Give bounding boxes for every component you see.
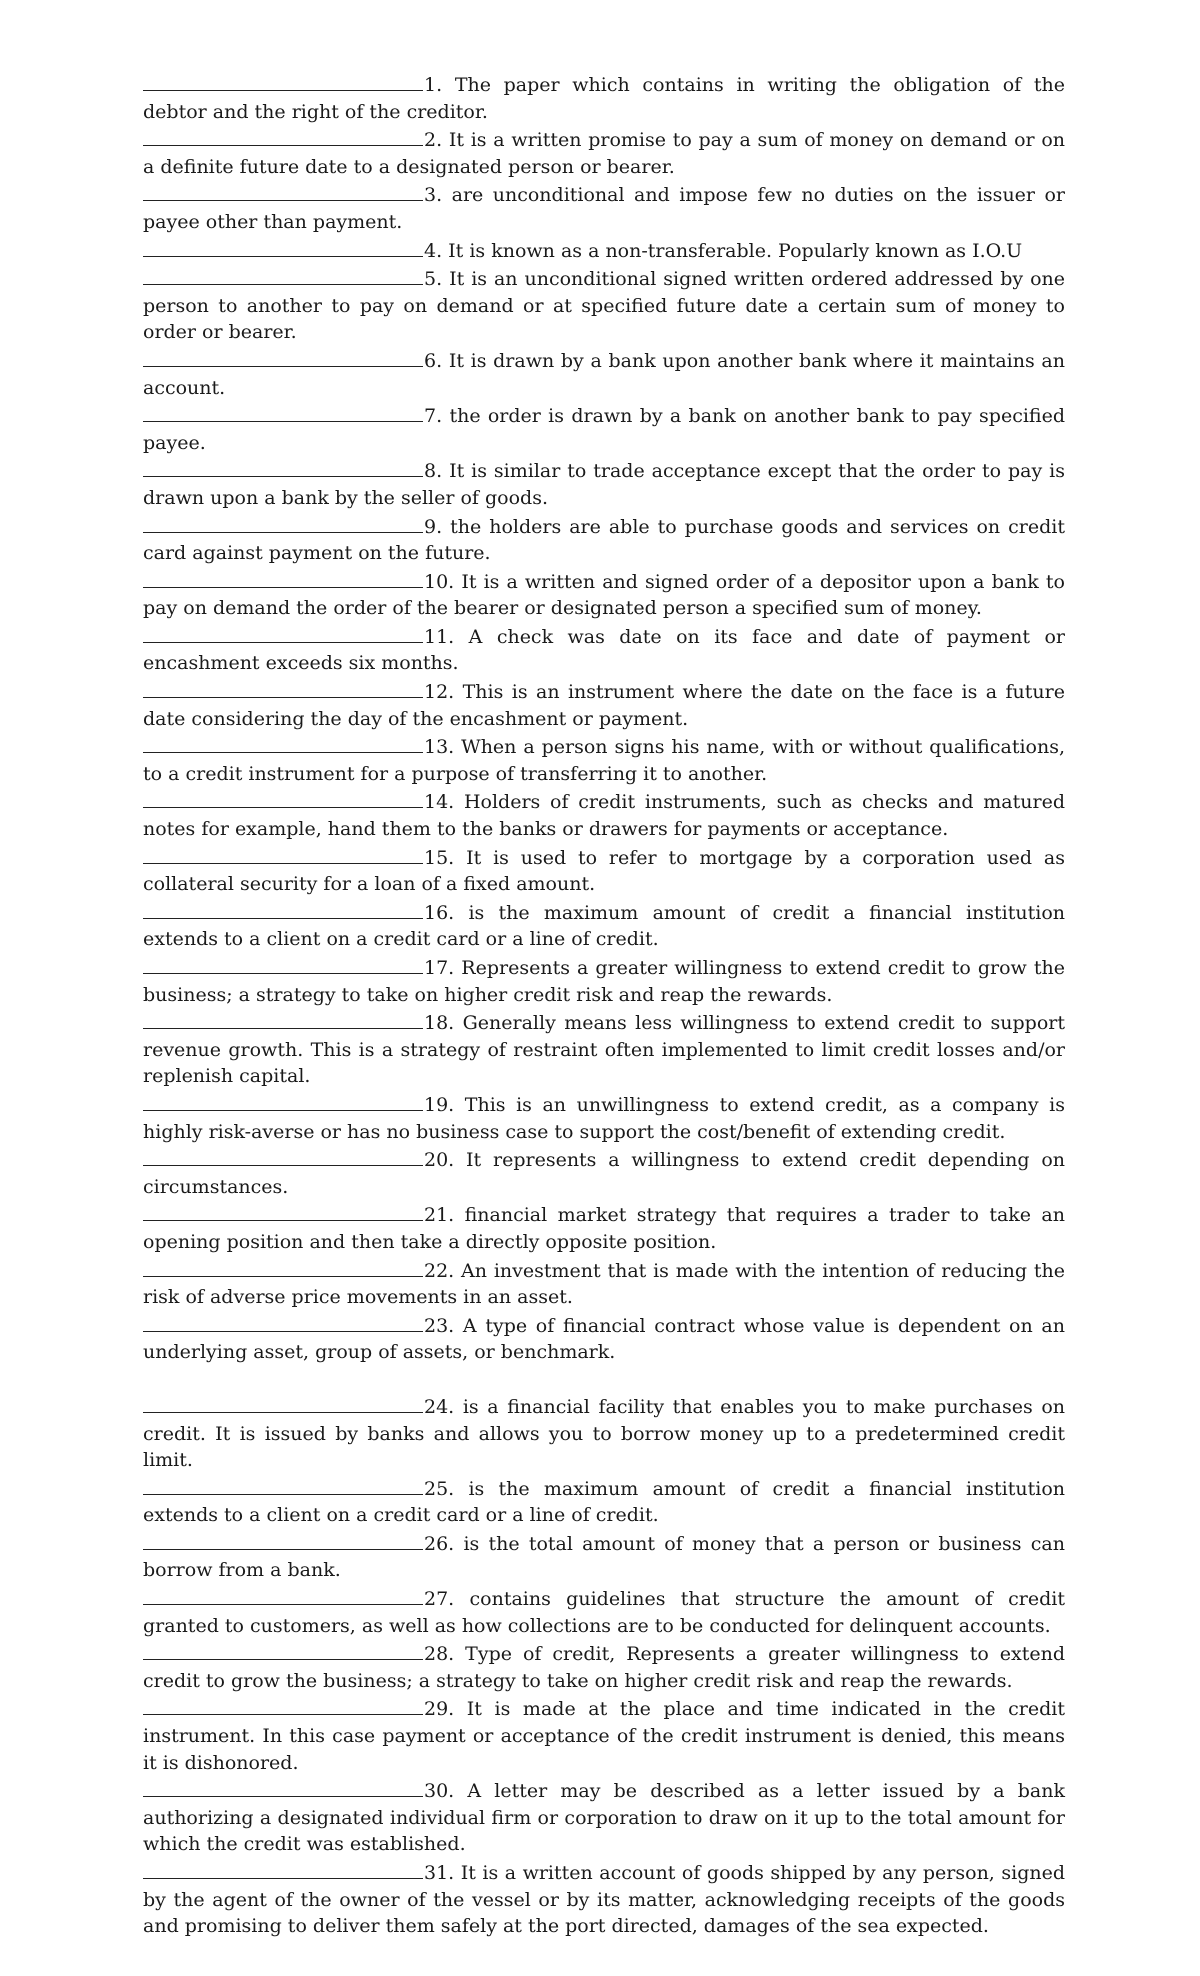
answer-blank[interactable] [143,732,423,753]
question-text: This is an unwillingness to extend credit, as a company is highly risk-averse or has no business case to support the cost/benefit of extending credit. [143,1093,1065,1143]
answer-blank[interactable] [143,70,423,91]
question-number: 4. [424,239,443,262]
question-text: is a financial facility that enables you to make purchases on credit. It is issued by banks and allows you to borrow money up to a predetermined credit limit. [143,1395,1065,1472]
question-number: 14. [424,791,455,814]
question-text: When a person signs his name, with or without qualifications, to a credit instrument for a purpose of transferring it to another. [143,736,1065,785]
question-item [143,953,1065,1008]
question-number: 19. [424,1093,455,1116]
question-item [143,1008,1065,1090]
answer-blank[interactable] [143,1529,423,1550]
question-number: 29. [424,1698,455,1721]
question-number: 26. [424,1532,455,1555]
answer-blank[interactable] [143,898,423,919]
question-item [143,264,1065,346]
question-text: Generally means less willingness to extend credit to support revenue growth. This is a strategy of restraint often implemented to limit credit losses and/or replenish capital. [143,1012,1065,1088]
question-item [143,1311,1065,1366]
worksheet-page [143,70,1065,1940]
question-text: A letter may be described as a letter issued by a bank authorizing a designated individual firm or corporation to draw on it up to the total amount for which the credit was established. [143,1780,1065,1856]
question-number: 11. [424,625,455,648]
question-text: It is a written and signed order of a depositor upon a bank to pay on demand the order of the bearer or designated person a specified sum of money. [143,570,1065,620]
question-number: 6. [424,349,443,372]
answer-blank[interactable] [143,677,423,698]
question-number: 9. [424,515,443,538]
answer-blank[interactable] [143,346,423,367]
question-number: 24. [424,1395,455,1418]
answer-blank[interactable] [143,1090,423,1111]
question-number: 12. [424,681,455,704]
question-text: It is made at the place and time indicated in the credit instrument. In this case payment or acceptance of the credit instrument is denied, this means it is dishonored. [143,1698,1065,1774]
question-item [143,125,1065,180]
question-item [143,677,1065,732]
question-item [143,236,1065,265]
question-number: 21. [424,1204,455,1227]
answer-blank[interactable] [143,787,423,808]
answer-blank[interactable] [143,1256,423,1277]
answer-blank[interactable] [143,1639,423,1660]
question-item [143,1529,1065,1584]
question-number: 5. [424,268,443,291]
answer-blank[interactable] [143,264,423,285]
answer-blank[interactable] [143,180,423,201]
question-text: It is similar to trade acceptance except that the order to pay is drawn upon a bank by the seller of goods. [143,460,1065,509]
question-number: 15. [424,846,455,869]
question-item [143,512,1065,567]
question-number: 8. [424,460,443,483]
question-text: It is a written account of goods shipped by any person, signed by the agent of the owner of the vessel or by its matter, acknowledging receipts of the goods and promising to deliver them safely at the port directed, damages of the sea expected. [143,1862,1065,1938]
question-text: is the maximum amount of credit a financial institution extends to a client on a credit card or a line of credit. [143,901,1065,951]
question-text: Holders of credit instruments, such as checks and matured notes for example, hand them to the banks or drawers for payments or acceptance. [143,791,1065,841]
question-item [143,1584,1065,1639]
question-text: It is drawn by a bank upon another bank where it maintains an account. [143,349,1065,399]
question-number: 1. [424,74,443,96]
question-item [143,401,1065,456]
question-text: financial market strategy that requires a trader to take an opening position and then take a directly opposite position. [143,1204,1065,1253]
question-number: 25. [424,1477,455,1500]
question-text: contains guidelines that structure the amount of credit granted to customers, as well as how collections are to be conducted for delinquent accounts. [143,1588,1065,1637]
question-item [143,180,1065,235]
question-number: 28. [424,1643,455,1666]
question-item [143,1145,1065,1200]
question-number: 31. [424,1862,455,1884]
question-text: the holders are able to purchase goods and services on credit card against payment on the future. [143,515,1065,565]
answer-blank[interactable] [143,1858,423,1879]
answer-blank[interactable] [143,456,423,477]
answer-blank[interactable] [143,1584,423,1605]
question-text: It represents a willingness to extend credit depending on circumstances. [143,1149,1065,1198]
question-text: It is an unconditional signed written ordered addressed by one person to another to pay on demand or at specified future date a certain sum of money to order or bearer. [143,268,1065,344]
question-number: 22. [424,1259,455,1282]
question-text: Represents a greater willingness to extend credit to grow the business; a strategy to take on higher credit risk and reap the rewards. [143,957,1065,1006]
question-item [143,1090,1065,1145]
question-item [143,898,1065,953]
question-item [143,1200,1065,1255]
question-text: An investment that is made with the intention of reducing the risk of adverse price movements in an asset. [143,1259,1065,1309]
answer-blank[interactable] [143,401,423,422]
question-text: This is an instrument where the date on the face is a future date considering the day of the encashment or payment. [143,681,1065,730]
question-text: Type of credit, Represents a greater willingness to extend credit to grow the business; a strategy to take on higher credit risk and reap the rewards. [143,1643,1065,1692]
question-item [143,732,1065,787]
answer-blank[interactable] [143,1776,423,1797]
question-item [143,787,1065,842]
question-text: the order is drawn by a bank on another bank to pay specified payee. [143,405,1065,454]
question-text: The paper which contains in writing the obligation of the debtor and the right of the creditor. [143,74,1065,123]
answer-blank[interactable] [143,622,423,643]
question-text: It is used to refer to mortgage by a corporation used as collateral security for a loan of a fixed amount. [143,846,1065,896]
question-item [143,1694,1065,1776]
question-item [143,1474,1065,1529]
answer-blank[interactable] [143,1474,423,1495]
answer-blank[interactable] [143,512,423,533]
question-number: 18. [424,1012,455,1035]
question-item [143,346,1065,401]
answer-blank[interactable] [143,1311,423,1332]
question-number: 16. [424,901,455,924]
question-item [143,567,1065,622]
question-number: 3. [424,184,443,207]
answer-blank[interactable] [143,1694,423,1715]
question-item [143,1776,1065,1858]
question-number: 2. [424,129,443,152]
question-item [143,70,1065,125]
question-item [143,1392,1065,1474]
question-text: It is a written promise to pay a sum of money on demand or on a definite future date to a designated person or bearer. [143,129,1065,178]
answer-blank[interactable] [143,567,423,588]
answer-blank[interactable] [143,1200,423,1221]
question-number: 27. [424,1588,455,1611]
question-number: 7. [424,405,443,428]
answer-blank[interactable] [143,236,423,257]
question-text: It is known as a non-transferable. Popularly known as I.O.U [442,239,1023,262]
question-number: 17. [424,957,455,979]
question-text: is the maximum amount of credit a financial institution extends to a client on a credit card or a line of credit. [143,1477,1065,1527]
answer-blank[interactable] [143,1145,423,1166]
question-number: 13. [424,736,455,759]
answer-blank[interactable] [143,953,423,974]
answer-blank[interactable] [143,1392,423,1413]
question-item [143,622,1065,677]
question-text: are unconditional and impose few no duties on the issuer or payee other than payment. [143,184,1065,233]
question-number: 30. [424,1780,455,1803]
question-text: A check was date on its face and date of payment or encashment exceeds six months. [143,625,1065,675]
question-item [143,843,1065,898]
answer-blank[interactable] [143,843,423,864]
answer-blank[interactable] [143,125,423,146]
question-item [143,1639,1065,1694]
question-number: 23. [424,1314,455,1337]
question-number: 10. [424,570,455,593]
question-text: is the total amount of money that a person or business can borrow from a bank. [143,1532,1065,1582]
question-text: A type of financial contract whose value is dependent on an underlying asset, group of assets, or benchmark. [143,1314,1065,1364]
answer-blank[interactable] [143,1008,423,1029]
question-number: 20. [424,1149,455,1172]
question-item [143,456,1065,511]
question-item [143,1256,1065,1311]
question-item [143,1858,1065,1940]
